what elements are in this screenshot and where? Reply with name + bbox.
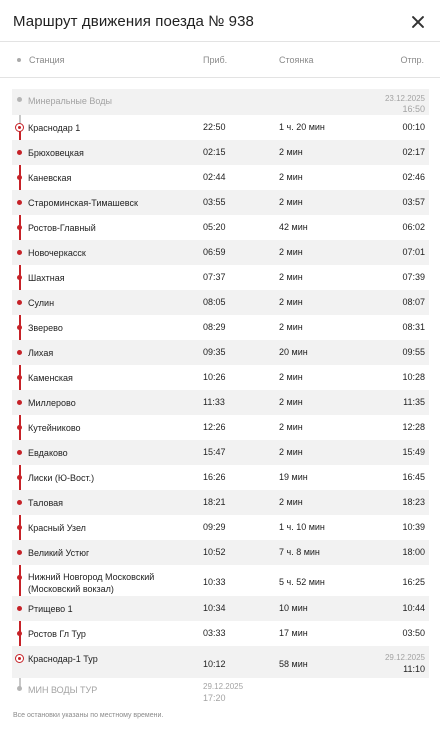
station-name: Шахтная [28,273,65,283]
stop-duration: 2 мин [279,172,303,182]
departure-time: 03:57 [402,197,425,207]
stop-dot-icon [17,300,22,305]
arrival-time: 22:50 [203,122,226,132]
arrival-time: 08:05 [203,297,226,307]
station-name: Каневская [28,173,72,183]
departure-time: 18:00 [402,547,425,557]
header-dot-icon [17,58,21,62]
column-header [0,42,440,78]
col-station: Станция [29,55,65,65]
route-row [12,490,429,515]
stop-dot-icon [17,500,22,505]
modal-header [0,0,440,42]
departure-time: 08:31 [402,322,425,332]
station-name: Таловая [28,498,64,508]
arrival-time: 09:29 [203,522,226,532]
route-row [12,440,429,465]
stop-dot-icon [17,375,22,380]
stop-dot-icon [17,686,22,691]
modal-title: Маршрут движения поезда № 938 [13,13,254,30]
departure-time: 12:28 [402,422,425,432]
departure-time: 08:07 [402,297,425,307]
arrival-time: 18:21 [203,497,226,507]
arrival-time: 10:33 [203,577,226,587]
timezone-footnote: Все остановки указаны по местному времени. [13,712,164,719]
arrival-time: 09:35 [203,347,226,357]
route-row [12,365,429,390]
stop-dot-icon [17,150,22,155]
stop-dot-icon [17,200,22,205]
route-row [12,390,429,415]
departure-time: 16:45 [402,472,425,482]
stop-duration: 19 мин [279,472,308,482]
stop-duration: 2 мин [279,197,303,207]
station-name: Ртищево 1 [28,604,73,614]
station-name: Краснодар-1 Тур [28,654,98,664]
stop-duration: 7 ч. 8 мин [279,547,320,557]
arrival-time: 06:59 [203,247,226,257]
col-stop: Стоянка [279,55,314,65]
arrival-time: 11:33 [203,397,225,407]
station-name: Брюховецкая [28,148,84,158]
arrival-time: 12:26 [203,422,226,432]
route-row [12,115,429,140]
station-name: МИН ВОДЫ ТУР [28,685,98,695]
stop-dot-icon [17,425,22,430]
stop-duration: 1 ч. 20 мин [279,122,325,132]
route-row [12,540,429,565]
route-row [12,465,429,490]
departure-time: 07:01 [402,247,425,257]
route-row [12,290,429,315]
departure-time: 09:55 [402,347,425,357]
route-row [12,565,429,596]
stop-dot-icon [17,250,22,255]
departure-time: 10:39 [402,522,425,532]
stop-duration: 2 мин [279,447,303,457]
stop-duration: 58 мин [279,659,308,669]
departure-time: 11:10 [403,664,425,674]
departure-time: 06:02 [402,222,425,232]
departure-time: 16:50 [402,104,425,114]
departure-time: 10:44 [402,603,425,613]
stop-dot-icon [17,631,22,636]
stop-duration: 10 мин [279,603,308,613]
route-row-origin [12,89,429,115]
route-row [12,140,429,165]
stop-dot-icon [17,225,22,230]
arrival-time: 02:44 [203,172,226,182]
route-row [12,340,429,365]
departure-time: 10:28 [402,372,425,382]
departure-time: 02:17 [402,147,425,157]
stop-dot-icon [17,450,22,455]
stop-duration: 42 мин [279,222,308,232]
station-name: Ростов Гл Тур [28,629,86,639]
arrival-date: 29.12.2025 [203,682,244,691]
departure-time: 07:39 [402,272,425,282]
station-name: Ростов-Главный [28,223,96,233]
arrival-time: 03:33 [203,628,226,638]
station-name: Лиски (Ю-Вост.) [28,473,95,483]
station-name: Сулин [28,298,55,308]
station-name: Староминская-Тимашевск [28,198,138,208]
station-name: Лихая [28,348,54,358]
stop-dot-icon [17,575,22,580]
stop-duration: 2 мин [279,372,303,382]
close-icon[interactable] [409,12,429,32]
stop-duration: 5 ч. 52 мин [279,577,325,587]
departure-time: 03:50 [402,628,425,638]
departure-date: 23.12.2025 [384,94,425,103]
stop-dot-icon [17,400,22,405]
stop-duration: 2 мин [279,322,303,332]
departure-time: 15:49 [402,447,425,457]
stop-duration: 17 мин [279,628,308,638]
stop-duration: 2 мин [279,397,303,407]
arrival-time: 16:26 [203,472,226,482]
route-row [12,515,429,540]
stop-dot-icon [17,97,22,102]
station-name: Красный Узел [28,523,86,533]
arrival-time: 02:15 [203,147,226,157]
route-row-destination [12,678,429,706]
arrival-time: 05:20 [203,222,226,232]
route-row [12,646,429,678]
station-name: Великий Устюг [28,548,90,558]
departure-date: 29.12.2025 [384,653,425,662]
station-name: Кутейниково [28,423,81,433]
stop-dot-icon [17,350,22,355]
arrival-time: 17:20 [203,693,226,703]
departure-time: 16:25 [402,577,425,587]
route-row [12,165,429,190]
stop-dot-icon [17,550,22,555]
stop-dot-icon [17,275,22,280]
station-name: Каменская [28,373,73,383]
arrival-time: 03:55 [203,197,226,207]
col-departure: Отпр. [400,55,424,65]
route-row [12,265,429,290]
station-name: Зверево [28,323,63,333]
arrival-time: 08:29 [203,322,226,332]
route-row [12,596,429,621]
arrival-time: 07:37 [203,272,226,282]
route-row [12,190,429,215]
departure-time: 11:35 [403,397,425,407]
station-name: Нижний Новгород Московский (Московский вокзал) [28,572,155,594]
route-row [12,215,429,240]
stop-duration: 1 ч. 10 мин [279,522,325,532]
route-row [12,621,429,646]
key-stop-icon [15,654,24,663]
route-row [12,240,429,265]
stop-duration: 2 мин [279,247,303,257]
stop-dot-icon [17,325,22,330]
stop-duration: 2 мин [279,422,303,432]
stop-duration: 20 мин [279,347,308,357]
key-stop-icon [15,123,24,132]
arrival-time: 10:12 [203,659,226,669]
stop-dot-icon [17,525,22,530]
route-row [12,415,429,440]
stop-dot-icon [17,475,22,480]
stop-duration: 2 мин [279,497,303,507]
station-name: Новочеркасск [28,248,86,258]
departure-time: 02:46 [402,172,425,182]
route-row [12,315,429,340]
arrival-time: 10:26 [203,372,226,382]
arrival-time: 10:34 [203,603,226,613]
departure-time: 18:23 [402,497,425,507]
col-arrival: Приб. [203,55,228,65]
stop-dot-icon [17,606,22,611]
stop-duration: 2 мин [279,297,303,307]
station-name: Минеральные Воды [28,96,112,106]
stop-dot-icon [17,175,22,180]
station-name: Евдаково [28,448,68,458]
arrival-time: 15:47 [203,447,226,457]
station-name: Миллерово [28,398,76,408]
stop-duration: 2 мин [279,147,303,157]
stop-duration: 2 мин [279,272,303,282]
arrival-time: 10:52 [203,547,226,557]
departure-time: 00:10 [402,122,425,132]
station-name: Краснодар 1 [28,123,81,133]
